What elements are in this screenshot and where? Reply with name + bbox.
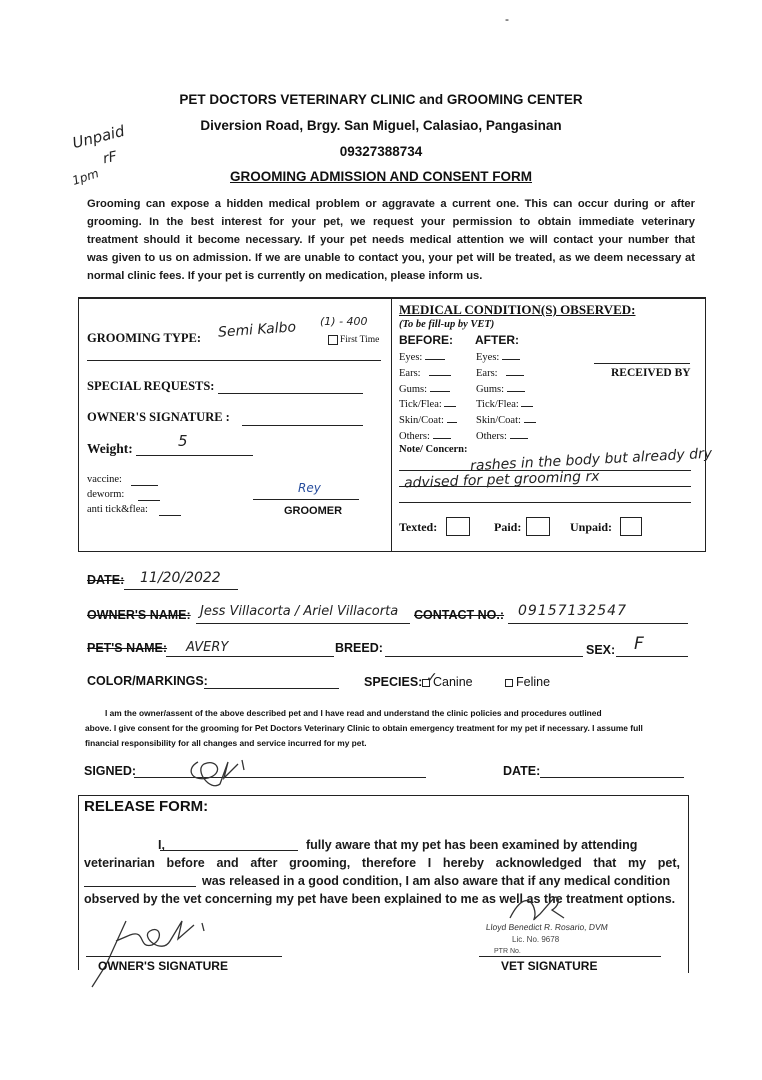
weight-label: Weight: — [87, 441, 133, 456]
owner-signature-scribble — [180, 748, 250, 798]
consent-line: I am the owner/assent of the above described pet and I have read and understand the clinic policies and procedures outlined — [105, 708, 602, 718]
intro-paragraph — [87, 195, 695, 285]
vaccine-field[interactable] — [131, 485, 158, 486]
after-others: Others: — [476, 429, 536, 445]
special-requests-label: SPECIAL REQUESTS: — [87, 379, 215, 393]
groomer-label: GROOMER — [284, 505, 343, 517]
clinic-name: PET DOCTORS VETERINARY CLINIC and GROOMING CENTER — [179, 92, 583, 107]
signed-field[interactable] — [134, 777, 426, 778]
stray-mark: - — [505, 12, 509, 26]
weight-field-line — [136, 455, 253, 456]
feline-checkbox[interactable] — [505, 679, 513, 687]
texted-label: Texted: — [399, 520, 438, 534]
after-skincoat: Skin/Coat: — [476, 413, 536, 429]
release-name-field[interactable] — [160, 850, 298, 851]
after-eyes: Eyes: — [476, 350, 536, 366]
owner-signature-bottom-label: OWNER'S SIGNATURE — [98, 959, 228, 973]
vet-stamp-license: Lic. No. 9678 — [512, 935, 560, 944]
consent-line: above. I give consent for the grooming for Pet Doctors Veterinary Clinic to obtain emergency treatment for my pet if necessary. I assume full — [85, 723, 643, 733]
date-line — [124, 589, 238, 590]
after-tickflea: Tick/Flea: — [476, 397, 536, 413]
intro-line: grooming. In the best interest for your pet, we request your permission to obtain immediate veterinary — [87, 216, 695, 228]
pet-name-line — [166, 656, 334, 657]
note-label: Note/ Concern: — [399, 444, 468, 455]
margin-note-unpaid: Unpaid — [70, 121, 127, 153]
unpaid-checkbox[interactable] — [620, 517, 642, 536]
grooming-type-value[interactable]: Semi Kalbo — [217, 319, 297, 341]
vet-signature-label: VET SIGNATURE — [501, 959, 598, 973]
intro-line: Grooming can expose a hidden medical problem or aggravate a current one. This can occur during or after — [87, 198, 695, 210]
release-left-border — [78, 795, 79, 970]
color-field[interactable] — [204, 688, 339, 689]
unpaid-label: Unpaid: — [570, 520, 613, 534]
deworm-field[interactable] — [138, 500, 160, 501]
first-time-label: First Time — [340, 335, 380, 345]
contact-line — [508, 623, 688, 624]
note-line1[interactable]: rashes in the body but already dry — [469, 445, 713, 475]
release-text — [84, 836, 680, 908]
texted-checkbox[interactable] — [446, 517, 470, 536]
clinic-phone: 09327388734 — [339, 144, 423, 159]
owner-signature-label: OWNER'S SIGNATURE : — [87, 410, 230, 424]
intro-line: treatment should it become necessary. If your pet needs medical attention we will contact your number that — [87, 234, 695, 246]
vet-stamp-name: Lloyd Benedict R. Rosario, DVM — [485, 922, 609, 932]
before-tickflea: Tick/Flea: — [399, 397, 457, 413]
intro-line: was given to us on admission. If we are unable to contact you, your pet will be treated, as we deem necessary at — [87, 252, 695, 264]
weight-value[interactable]: 5 — [178, 432, 188, 450]
intro-line: normal clinic fees. If your pet is currently on medication, please inform us. — [87, 270, 483, 282]
feline-label: Feline — [516, 675, 551, 689]
sex-label: SEX: — [586, 643, 616, 657]
groomer-name[interactable]: Rey — [298, 481, 321, 495]
signed-label: SIGNED: — [84, 764, 137, 778]
vaccine-label: vaccine: — [87, 474, 122, 485]
vet-signature-line[interactable] — [479, 956, 661, 957]
consent-date-field[interactable] — [540, 777, 684, 778]
vet-stamp-ptr: PTR No. — [494, 948, 521, 955]
breed-label: BREED: — [335, 641, 383, 655]
color-label: COLOR/MARKINGS: — [87, 674, 208, 688]
form-title: GROOMING ADMISSION AND CONSENT FORM — [230, 169, 532, 184]
owner-name-value[interactable]: Jess Villacorta / Ariel Villacorta — [200, 604, 399, 619]
owner-signature-field[interactable] — [242, 425, 363, 426]
release-line-3: was released in a good condition, I am also aware that if any medical condition — [202, 874, 671, 888]
pet-name-value[interactable]: AVERY — [186, 640, 229, 655]
pet-name-label: PET'S NAME: — [87, 641, 168, 655]
release-title: RELEASE FORM: — [84, 798, 209, 815]
canine-check-mark: ✓ — [426, 670, 438, 686]
consent-text — [85, 706, 690, 751]
before-list — [399, 350, 457, 445]
owner-signature-line[interactable] — [86, 956, 282, 957]
contact-value[interactable]: 09157132547 — [518, 603, 627, 619]
first-time-checkbox[interactable] — [328, 335, 338, 345]
breed-field[interactable] — [385, 656, 583, 657]
anti-tick-label: anti tick&flea: — [87, 504, 148, 515]
release-line-2: veterinarian before and after grooming, therefore I hereby acknowledged that my pet, — [84, 856, 680, 870]
before-eyes: Eyes: — [399, 350, 457, 366]
owner-name-line — [196, 623, 410, 624]
note-rule-3 — [399, 502, 691, 503]
sex-value[interactable]: F — [634, 634, 644, 654]
consent-date-label: DATE: — [503, 764, 541, 778]
release-line-4: observed by the vet concerning my pet have been explained to me as well as the treatment options. — [84, 892, 676, 906]
before-ears: Ears: — [399, 366, 457, 382]
before-others: Others: — [399, 429, 457, 445]
sex-line — [616, 656, 688, 657]
release-right-border — [688, 795, 689, 973]
groomer-line — [253, 499, 359, 500]
received-by-line — [594, 363, 690, 364]
margin-note-rf: rF — [101, 148, 119, 168]
release-top-border — [78, 795, 688, 796]
medical-title: MEDICAL CONDITION(S) OBSERVED: — [399, 302, 636, 317]
date-label: DATE: — [87, 573, 125, 587]
owner-name-label: OWNER'S NAME: — [87, 608, 191, 622]
clinic-address: Diversion Road, Brgy. San Miguel, Calasiao, Pangasinan — [200, 118, 562, 133]
after-list — [476, 350, 536, 445]
release-pet-field[interactable] — [84, 886, 196, 887]
deworm-label: deworm: — [87, 489, 125, 500]
grooming-type-line — [87, 360, 381, 361]
special-requests-field[interactable] — [218, 393, 363, 394]
note-line2[interactable]: advised for pet grooming rx — [403, 468, 600, 492]
release-line-1: I, fully aware that my pet has been examined by attending — [158, 838, 638, 852]
grooming-type-label: GROOMING TYPE: — [87, 331, 202, 345]
after-gums: Gums: — [476, 382, 536, 398]
margin-note-time: 1pm — [70, 166, 101, 188]
anti-tick-field[interactable] — [159, 515, 181, 516]
after-label: AFTER: — [475, 333, 519, 347]
paid-label: Paid: — [494, 520, 522, 534]
after-ears: Ears: — [476, 366, 536, 382]
species-label: SPECIES: — [364, 675, 423, 689]
paid-checkbox[interactable] — [526, 517, 550, 536]
before-label: BEFORE: — [399, 333, 453, 347]
canine-label: Canine — [433, 675, 473, 689]
consent-line: financial responsibility for all changes and service incurred for my pet. — [85, 738, 367, 748]
before-skincoat: Skin/Coat: — [399, 413, 457, 429]
date-value[interactable]: 11/20/2022 — [140, 570, 221, 586]
note-rule-2 — [399, 486, 691, 487]
received-by-label: RECEIVED BY — [611, 367, 691, 379]
before-gums: Gums: — [399, 382, 457, 398]
grooming-type-note: (1) - 400 — [320, 315, 368, 328]
release-owner-signature-scribble — [86, 905, 226, 995]
contact-label: CONTACT NO.: — [414, 608, 505, 622]
medical-subtitle: (To be fill-up by VET) — [399, 319, 495, 330]
table-divider — [391, 297, 392, 552]
